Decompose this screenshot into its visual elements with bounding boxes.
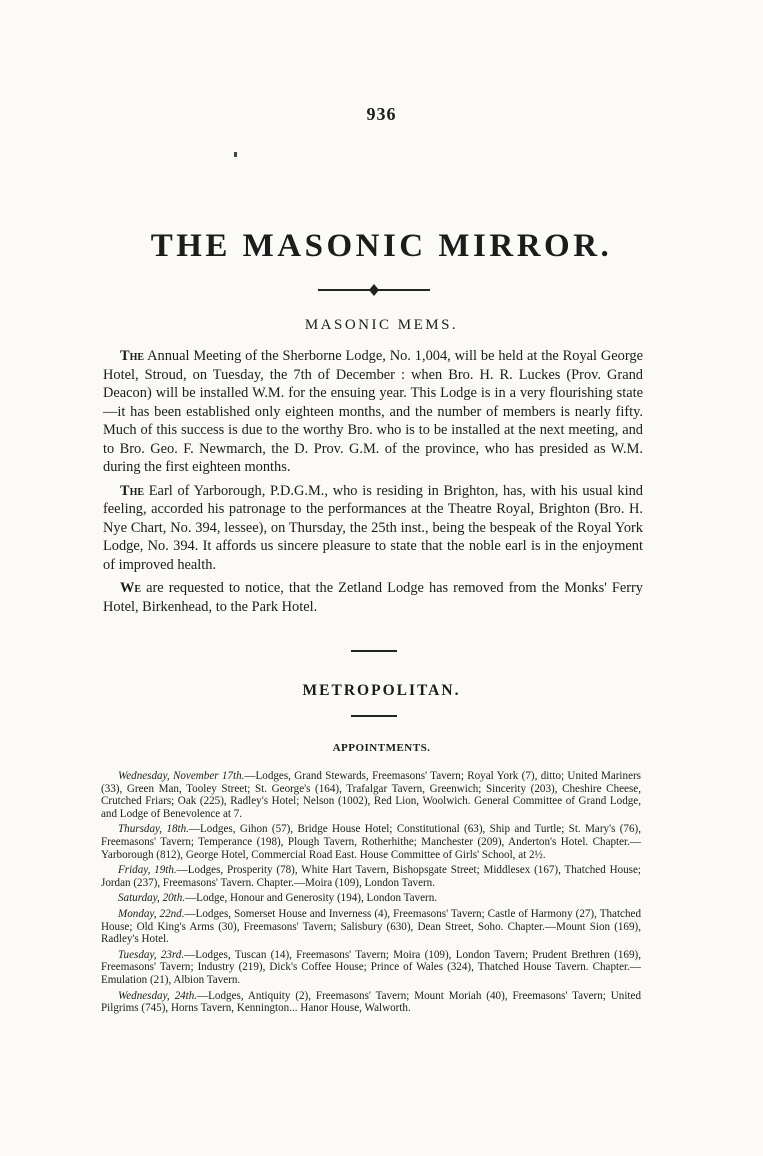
section-divider (351, 715, 397, 717)
mems-paragraph (103, 347, 643, 477)
paragraph-text: Earl of Yarborough, P.D.G.M., who is residing in Brighton, has, with his usual kind feeling, accorded his patronage to the performances at the Theatre Royal, Brighton (Bro. H. Nye Chart, No. 394, lessee), on Thursday, the 25th inst., being the bespeak of the Royal York Lodge, No. 394. It affords us sincere pleasure to state that the noble earl is in the enjoyment of improved health. (103, 482, 643, 573)
appointment-text: —Lodges, Prosperity (78), White Hart Tavern, Bishopsgate Street; Middlesex (167), Thatched House; Jordan (237), Freemasons' Tavern. Chapter.—Moira (109), London Tavern. (101, 864, 641, 889)
appointment-day: Tuesday, 23rd. (118, 948, 185, 961)
masonic-mems-body (103, 347, 643, 621)
diamond-rule-ornament (318, 283, 430, 297)
appointment-day: Monday, 22nd. (118, 907, 185, 920)
appointments-heading: APPOINTMENTS. (332, 742, 431, 754)
appointment-entry (101, 864, 641, 889)
appointment-entry (101, 892, 641, 905)
paragraph-text: are requested to notice, that the Zetland Lodge has removed from the Monks' Ferry Hotel, Birkenhead, to the Park Hotel. (103, 580, 643, 615)
ink-speck (234, 152, 237, 157)
masonic-mems-heading: MASONIC MEMS. (304, 317, 459, 333)
appointment-text: —Lodges, Somerset House and Inverness (4), Freemasons' Tavern; Castle of Harmony (27), Thatched House; Old King's Arms (30), Freemasons' Tavern; Salisbury (630), Dean Street, Soho. Chapter.—Mount Sion (169), Radley's Hotel. (101, 907, 642, 946)
appointment-day: Thursday, 18th. (118, 823, 189, 836)
paragraph-text: Annual Meeting of the Sherborne Lodge, No. 1,004, will be held at the Royal George Hotel, Stroud, on Tuesday, the 7th of December : when Bro. H. R. Luckes (Prov. Grand Deacon) will be installed W.M. for the ensuing year. This Lodge is in a very flourishing state—it has been established only eighteen months, and the number of members is nearly fifty. Much of this success is due to the worthy Bro. who is to be installed at the next meeting, and to Bro. Geo. F. Newmarch, the D. Prov. G.M. of the province, who has presided as W.M. during the first eighteen months. (103, 348, 643, 475)
appointment-day: Saturday, 20th. (118, 892, 186, 905)
page-number: 936 (366, 104, 397, 124)
section-divider (351, 650, 397, 652)
paragraph-lead: The (120, 482, 145, 499)
appointment-text: —Lodges, Gihon (57), Bridge House Hotel; Constitutional (63), Ship and Turtle; St. Mary's (76), Freemasons' Tavern; Temperance (198), Plough Tavern, Rotherhithe; Manchester (209), Anderton's Hotel. Chapter.—Yarborough (812), George Hotel, Commercial Road East. House Committee of Girls' School, at 2½. (101, 823, 641, 861)
appointment-day: Wednesday, 24th. (118, 989, 198, 1002)
appointment-entry (101, 949, 641, 987)
appointment-text: —Lodge, Honour and Generosity (194), London Tavern. (185, 892, 438, 905)
appointment-text: —Lodges, Antiquity (2), Freemasons' Tavern; Mount Moriah (40), Freemasons' Tavern; United Pilgrims (745), Horns Tavern, Kennington... Hanor House, Walworth. (101, 989, 641, 1015)
appointment-day: Wednesday, November 17th. (118, 770, 245, 782)
mems-paragraph (103, 482, 643, 575)
appointment-text: —Lodges, Tuscan (14), Freemasons' Tavern; Moira (109), London Tavern; Prudent Brethren (169), Freemasons' Tavern; Industry (219), Dick's Coffee House; Prince of Wales (324), Thatched House Tavern. Chapter.—Emulation (21), Albion Tavern. (101, 948, 641, 986)
journal-title: THE MASONIC MIRROR. (150, 228, 613, 264)
appointment-entry (101, 990, 641, 1015)
appointments-list (101, 770, 641, 1018)
appointment-entry (101, 908, 641, 946)
metropolitan-heading: METROPOLITAN. (302, 682, 461, 699)
appointment-entry (101, 823, 641, 861)
paragraph-lead: We (120, 580, 142, 596)
appointment-entry (101, 770, 641, 820)
paragraph-lead: The (120, 348, 145, 364)
appointment-day: Friday, 19th. (118, 864, 177, 877)
appointment-text: —Lodges, Grand Stewards, Freemasons' Tavern; Royal York (7), ditto; United Mariners (33), Green Man, Tooley Street; St. George's (164), Trafalgar Tavern, Greenwich; Sincerity (203), Cheshire Cheese, Crutched Friars; Oak (225), Radley's Hotel; Nelson (1002), Red Lion, Woolwich. General Committee of Grand Lodge, and Lodge of Benevolence at 7. (101, 770, 641, 820)
mems-paragraph (103, 579, 643, 616)
